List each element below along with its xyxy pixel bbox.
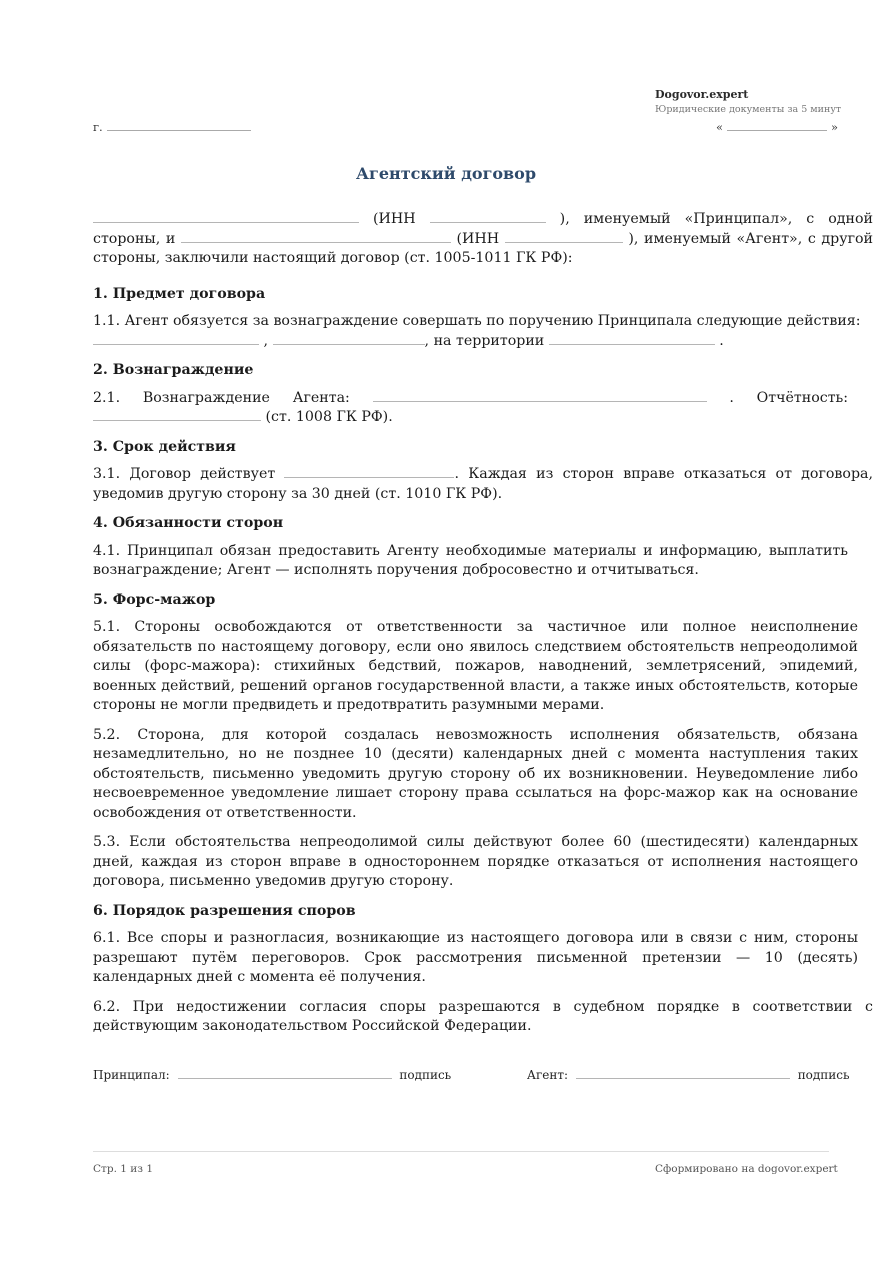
section-4-paragraph: 4.1. Принципал обязан предоставить Агенту необходимые материалы и информацию, выплатить вознаграждение; Агент — исполнять поручения добросовестно и отчитываться.	[93, 542, 848, 578]
section-2-num: 2.1.	[93, 389, 121, 406]
section-3-start: 3.1. Договор действует	[93, 466, 276, 482]
intro-inn2-label: (ИНН	[456, 230, 500, 247]
section-3-rest: . Каждая из сторон вправе отказаться от договора,	[454, 466, 874, 482]
section-1-comma: ,	[263, 332, 269, 349]
action-1-blank	[93, 332, 259, 345]
date-field	[716, 120, 838, 134]
agent-signature-line	[576, 1067, 790, 1079]
section-3-heading: 3. Срок действия	[93, 438, 236, 455]
section-2-ref: (ст. 1008 ГК РФ).	[265, 409, 393, 425]
date-close-quote: »	[831, 120, 839, 134]
generated-by: Сформировано на dogovor.expert	[655, 1163, 838, 1175]
brand-name: Dogovor.expert	[655, 88, 749, 101]
section-5-heading: 5. Форс-мажор	[93, 591, 216, 608]
section-6-2-paragraph: 6.2. При недостижении согласия споры разрешаются в судебном порядке в соответствии с действующим законодательством Российской Федерации.	[93, 998, 873, 1034]
city-field	[93, 120, 251, 134]
agent-name-blank	[181, 230, 451, 243]
intro-line2-end: ), именуемый «Агент», с другой	[628, 230, 873, 247]
section-6-1-paragraph: 6.1. Все споры и разногласия, возникающие из настоящего договора или в связи с ним, стороны разрешают путём переговоров. Срок рассмотрения письменной претензии — 10 (десять) календарных дней с момента её получения.	[93, 930, 858, 985]
section-5-3-paragraph: 5.3. Если обстоятельства непреодолимой силы действуют более 60 (шестидесяти) календарных дней, каждая из сторон вправе в одностороннем порядке отказаться от исполнения настоящего договора, письменно уведомив другую сторону.	[93, 834, 858, 889]
section-1-line-2	[93, 332, 873, 352]
reward-blank	[373, 389, 707, 402]
intro-line1-end: ), именуемый «Принципал», с одной	[559, 211, 873, 227]
signature-row	[93, 1067, 850, 1082]
intro-line-2	[93, 230, 873, 250]
intro-line-1	[93, 210, 873, 230]
city-blank	[107, 120, 251, 131]
date-blank	[727, 120, 827, 131]
section-1-dot: .	[719, 332, 724, 349]
principal-inn-blank	[430, 210, 546, 223]
section-2-paragraph	[93, 389, 873, 428]
section-2-word2: Агента:	[292, 389, 350, 406]
section-3-line-1	[93, 465, 873, 485]
intro-line2-start: стороны, и	[93, 230, 176, 247]
section-5-1-paragraph: 5.1. Стороны освобождаются от ответственности за частичное или полное неисполнение обязательств по настоящему договору, если оно явилось следствием обстоятельств непреодолимой силы (форс-мажора): стихийных бедствий, пожаров, наводнений, землетрясений, эпидемий, военных действий, решений органов государственной власти, а также иных обстоятельств, которые стороны не могли предвидеть и предотвратить разумными мерами.	[93, 619, 858, 713]
section-3-line-2: уведомив другую сторону за 30 дней (ст. 1010 ГК РФ).	[93, 485, 503, 502]
section-2-report: Отчётность:	[756, 389, 849, 406]
section-1-line-1: 1.1. Агент обязуется за вознаграждение совершать по поручению Принципала следующие действия:	[93, 313, 861, 329]
agent-inn-blank	[505, 230, 623, 243]
section-1-territory: , на территории	[424, 332, 545, 349]
report-blank	[93, 408, 261, 421]
intro-line-3: стороны, заключили настоящий договор (ст. 1005-1011 ГК РФ):	[93, 250, 573, 266]
section-2-line-1	[93, 389, 848, 409]
section-4-heading: 4. Обязанности сторон	[93, 515, 284, 531]
intro-paragraph	[93, 210, 873, 269]
section-2-line-2	[93, 408, 873, 428]
brand-tagline: Юридические документы за 5 минут	[655, 104, 842, 115]
section-1-heading: 1. Предмет договора	[93, 285, 266, 302]
principal-name-blank	[93, 210, 359, 223]
intro-inn-label: (ИНН	[373, 211, 416, 227]
agent-signature-caption: подпись	[797, 1068, 850, 1082]
city-label: г.	[93, 120, 103, 134]
section-2-dot: .	[729, 389, 734, 406]
action-2-blank	[273, 332, 425, 345]
territory-blank	[549, 332, 715, 345]
date-open-quote: «	[716, 120, 724, 134]
document-body	[93, 210, 873, 1047]
footer-divider	[93, 1151, 829, 1152]
principal-signature-label: Принципал:	[93, 1068, 170, 1082]
document-title: Агентский договор	[355, 164, 537, 183]
term-blank	[284, 465, 454, 478]
page-number: Стр. 1 из 1	[93, 1163, 154, 1175]
section-2-heading: 2. Вознаграждение	[93, 362, 254, 378]
section-1-paragraph	[93, 312, 873, 351]
section-2-word1: Вознаграждение	[142, 389, 270, 406]
section-5-2-paragraph: 5.2. Сторона, для которой создалась невозможность исполнения обязательств, обязана незамедлительно, но не позднее 10 (десяти) календарных дней с момента наступления таких обстоятельств, письменно уведомить другую сторону об их возникновении. Неуведомление либо несвоевременное уведомление лишает сторону права ссылаться на форс-мажор как на основание освобождения от ответственности.	[93, 726, 858, 821]
principal-signature-caption: подпись	[399, 1068, 452, 1082]
section-6-heading: 6. Порядок разрешения споров	[93, 902, 356, 919]
principal-signature-line	[178, 1067, 392, 1079]
section-3-paragraph	[93, 465, 873, 504]
agent-signature-label: Агент:	[526, 1068, 569, 1082]
